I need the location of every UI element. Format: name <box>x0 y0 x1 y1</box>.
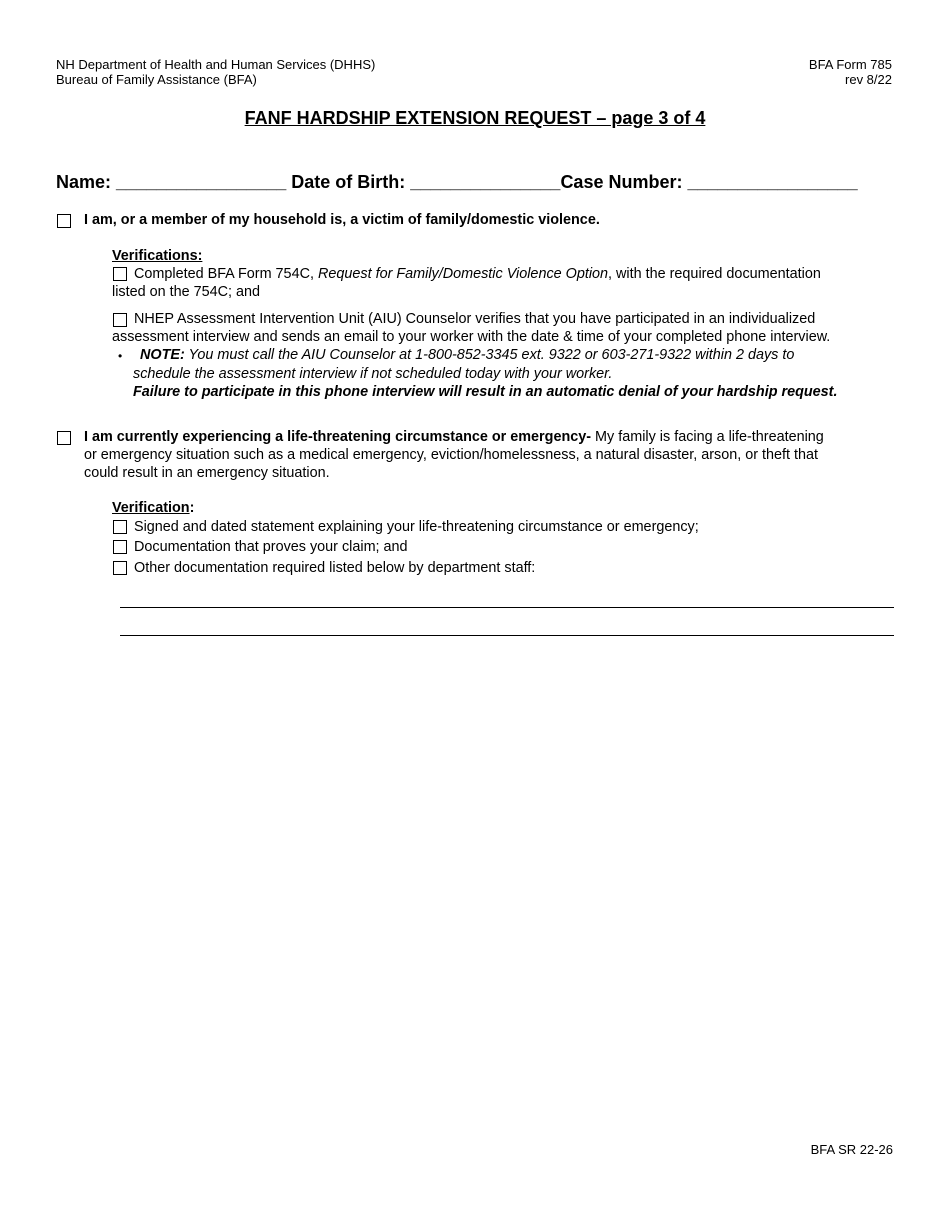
documentation-item: Documentation that proves your claim; and <box>134 539 408 555</box>
verification-heading <box>112 499 194 517</box>
form-754c-text-end: , with the required documentation <box>608 266 821 282</box>
verification-colon: : <box>189 500 195 516</box>
emergency-statement-line-2: or emergency situation such as a medical emergency, eviction/homelessness, a natural disaster, arson, or theft that <box>84 447 819 463</box>
emergency-statement-text: My family is facing a life-threatening <box>591 429 824 445</box>
aiu-item: NHEP Assessment Intervention Unit (AIU) Counselor verifies that you have participated in an individualized <box>134 311 816 327</box>
verifications-heading: Verifications: <box>112 248 203 264</box>
staff-notes-line-1[interactable] <box>120 607 894 608</box>
signed-statement-checkbox[interactable] <box>113 520 127 534</box>
emergency-statement-line-3: could result in an emergency situation. <box>84 465 330 481</box>
bullet-icon: • <box>118 349 123 363</box>
form-754c-item-cont: listed on the 754C; and <box>112 284 261 300</box>
form-754c-checkbox[interactable] <box>113 267 127 281</box>
emergency-checkbox[interactable] <box>57 431 71 445</box>
note-label: NOTE: <box>140 347 185 363</box>
denial-warning: Failure to participate in this phone interview will result in an automatic denial of your hardship request. <box>133 384 838 400</box>
staff-notes-line-2[interactable] <box>120 635 894 636</box>
domestic-violence-checkbox[interactable] <box>57 214 71 228</box>
dob-label: Date of Birth: <box>291 172 406 192</box>
form-754c-item <box>134 265 821 283</box>
name-field[interactable]: _________________ <box>116 172 287 192</box>
footer-code: BFA SR 22-26 <box>810 1142 893 1157</box>
domestic-violence-statement: I am, or a member of my household is, a victim of family/domestic violence. <box>84 212 600 228</box>
applicant-fields <box>56 172 858 193</box>
other-documentation-checkbox[interactable] <box>113 561 127 575</box>
note-line <box>140 346 794 364</box>
emergency-statement <box>84 428 824 446</box>
form-754c-title: Request for Family/Domestic Violence Option <box>317 266 609 282</box>
aiu-item-cont: assessment interview and sends an email to your worker with the date & time of your completed phone interview. <box>112 329 831 345</box>
agency-header <box>56 57 375 87</box>
form-number: BFA Form 785 <box>808 57 892 72</box>
case-number-label: Case Number: <box>560 172 683 192</box>
aiu-counselor-checkbox[interactable] <box>113 313 127 327</box>
form-id-header <box>809 57 892 87</box>
emergency-statement-bold: I am currently experiencing a life-threatening circumstance or emergency- <box>84 429 592 445</box>
name-label: Name: <box>56 172 112 192</box>
documentation-checkbox[interactable] <box>113 540 127 554</box>
case-number-field[interactable]: _________________ <box>687 172 858 192</box>
note-line-2: schedule the assessment interview if not scheduled today with your worker. <box>133 366 613 382</box>
dept-name: NH Department of Health and Human Services (DHHS) <box>56 57 376 72</box>
note-text: You must call the AIU Counselor at 1-800-852-3345 ext. 9322 or 603-271-9322 within 2 days to <box>184 347 795 363</box>
bureau-name: Bureau of Family Assistance (BFA) <box>56 72 257 87</box>
page-title: FANF HARDSHIP EXTENSION REQUEST – page 3 of 4 <box>244 108 706 128</box>
dob-field[interactable]: _______________ <box>410 172 561 192</box>
other-documentation-item: Other documentation required listed below by department staff: <box>134 560 536 576</box>
signed-statement-item: Signed and dated statement explaining your life-threatening circumstance or emergency; <box>134 519 699 535</box>
form-revision: rev 8/22 <box>845 72 892 87</box>
verification-label: Verification <box>112 500 190 516</box>
form-754c-text: Completed BFA Form 754C, <box>134 266 318 282</box>
